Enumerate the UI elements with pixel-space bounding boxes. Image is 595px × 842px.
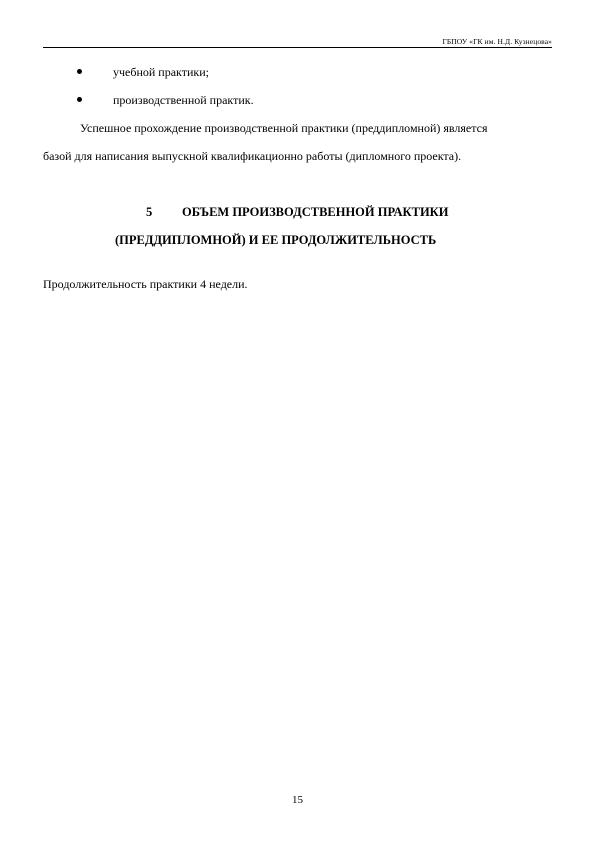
bullet-icon — [77, 97, 82, 102]
section-number: 5 — [146, 205, 153, 219]
header-rule — [43, 47, 552, 48]
section-title-line: (ПРЕДДИПЛОМНОЙ) И ЕЕ ПРОДОЛЖИТЕЛЬНОСТЬ — [115, 233, 437, 247]
paragraph-line: базой для написания выпускной квалификационно работы (дипломного проекта). — [43, 149, 462, 163]
bullet-icon — [77, 69, 82, 74]
duration-text: Продолжительность практики 4 недели. — [43, 277, 248, 291]
section-title-line: ОБЪЕМ ПРОИЗВОДСТВЕННОЙ ПРАКТИКИ — [182, 205, 449, 219]
page-number: 15 — [292, 794, 303, 806]
list-item-text: производственной практик. — [113, 93, 254, 107]
running-header: ГБПОУ «ГК им. Н.Д. Кузнецова» — [442, 37, 552, 46]
list-item-text: учебной практики; — [113, 65, 209, 79]
paragraph-line: Успешное прохождение производственной практики (преддипломной) является — [80, 121, 488, 135]
